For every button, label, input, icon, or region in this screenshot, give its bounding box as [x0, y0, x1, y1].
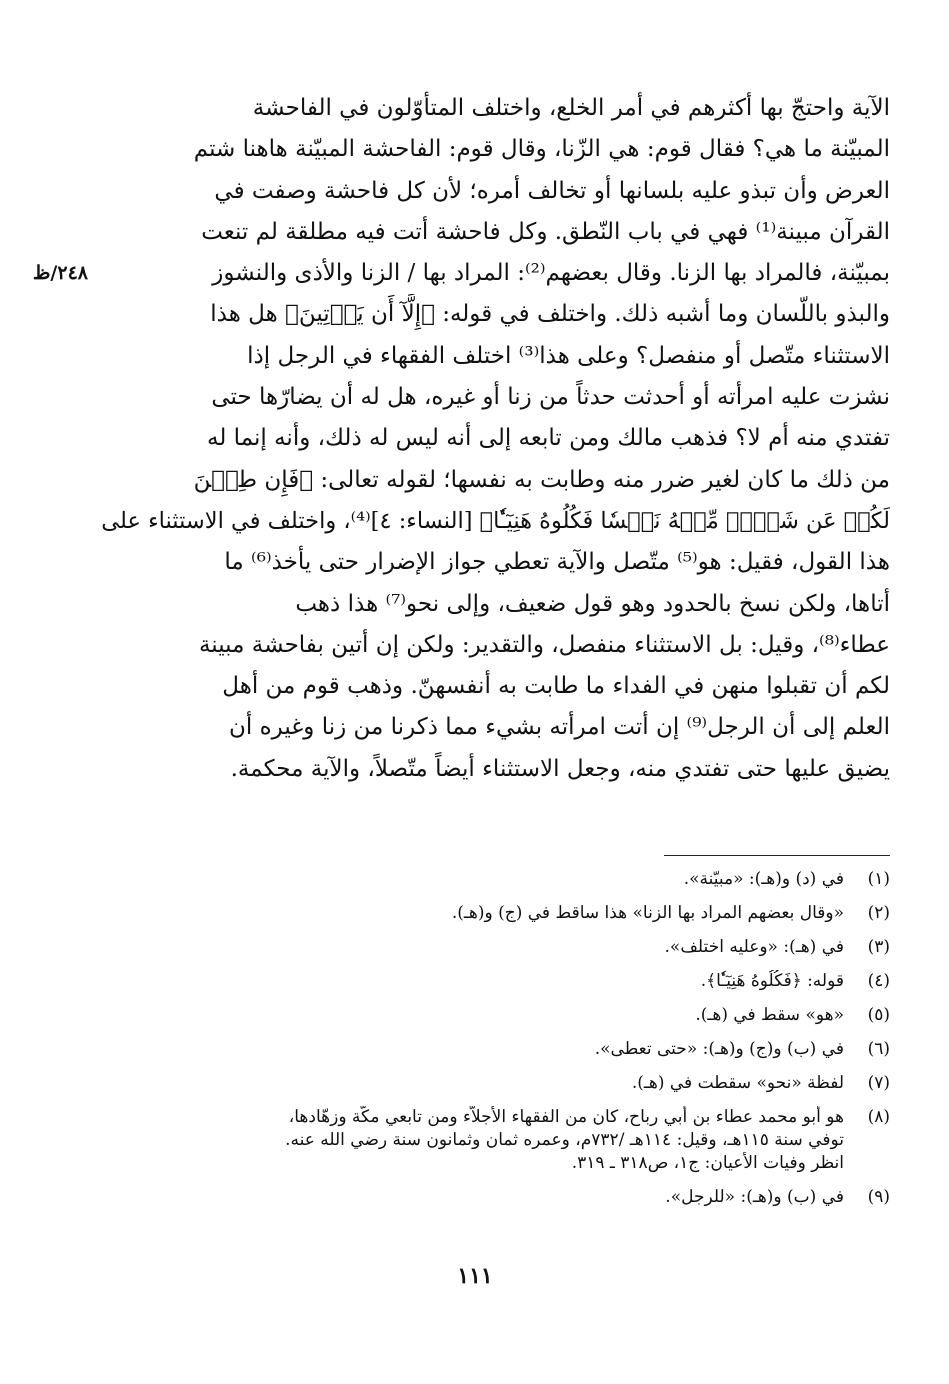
- footnote-item: [100, 1072, 890, 1095]
- main-text-line: أتاها، ولكن نسخ بالحدود وهو قول ضعيف، وإلى نحو⁽⁷⁾ هذا ذهب: [295, 590, 890, 617]
- footnote-line: انظر وفيات الأعيان: ج١، ص٣١٨ ـ ٣١٩.: [571, 1153, 844, 1173]
- footnote-number: (١): [867, 869, 890, 889]
- footnote-text: [100, 1004, 844, 1027]
- main-text-line: من ذلك ما كان لغير ضرر منه وطابت به نفسها؛ لقوله تعالى: ﴿فَإِن طِبۡنَ: [193, 466, 890, 493]
- footnote-number: (٣): [867, 937, 890, 957]
- main-text-line: العرض وأن تبذو عليه بلسانها أو تخالف أمره؛ لأن كل فاحشة وصفت في: [214, 177, 890, 204]
- footnote-item: [100, 1038, 890, 1061]
- footnote-item: [100, 936, 890, 959]
- footnote-text: [100, 936, 844, 959]
- page-number: ١١١: [457, 1263, 493, 1289]
- footnote-item: [100, 970, 890, 993]
- footnote-line: لفظة «نحو» سقطت في (هـ).: [631, 1073, 844, 1093]
- footnote-number: (٢): [867, 903, 890, 923]
- footnote-number: (٩): [867, 1187, 890, 1207]
- footnote-text: [100, 868, 844, 891]
- footnote-line: قوله: ﴿فَكُلُوهُ هَنِيٓـٔٗا﴾.: [700, 971, 844, 991]
- main-text-line: العلم إلى أن الرجل⁽⁹⁾ إن أتت امرأته بشيء مما ذكرنا من زنا وغيره أن: [228, 714, 890, 741]
- main-text-line: بمبيّنة، فالمراد بها الزنا. وقال بعضهم⁽²⁾: المراد بها / الزنا والأذى والنشوز: [212, 260, 890, 287]
- main-text-line: نشزت عليه امرأته أو أحدثت حدثاً من زنا أو غيره، هل له أن يضارّها حتى: [211, 384, 890, 411]
- footnotes-section: [100, 868, 890, 1220]
- footnote-line: توفي سنة ١١٥هـ، وقيل: ١١٤هـ /٧٣٢م، وعمره ثمان وثمانون سنة رضي الله عنه.: [285, 1130, 844, 1150]
- footnote-item: [100, 1186, 890, 1209]
- main-text-line: القرآن مبينة⁽¹⁾ فهي في باب النّطق. وكل فاحشة أتت فيه مطلقة لم تنعت: [201, 218, 890, 245]
- footnote-item: [100, 1004, 890, 1027]
- footnote-item: [100, 902, 890, 925]
- footnote-line: «وقال بعضهم المراد بها الزنا» هذا ساقط في (ج) و(هـ).: [451, 903, 844, 923]
- footnote-number: (٨): [867, 1107, 890, 1127]
- footnote-text: [100, 1106, 844, 1175]
- footnote-line: في (هـ): «وعليه اختلف».: [664, 937, 844, 957]
- main-text-body: [100, 88, 890, 790]
- main-text-line: هذا القول، فقيل: هو⁽⁵⁾ متّصل والآية تعطي جواز الإضرار حتى يأخذ⁽⁶⁾ ما: [224, 549, 890, 576]
- main-text-line: الآية واحتجّ بها أكثرهم في أمر الخلع، واختلف المتأوّلون في الفاحشة: [252, 95, 890, 121]
- footnote-text: [100, 1038, 844, 1061]
- footnote-text: [100, 970, 844, 993]
- main-text-line: عطاء⁽⁸⁾، وقيل: بل الاستثناء منفصل، والتقدير: ولكن إن أتين بفاحشة مبينة: [198, 631, 890, 658]
- footnote-line: في (ب) و(هـ): «للرجل».: [665, 1187, 844, 1207]
- main-text-line: والبذو باللّسان وما أشبه ذلك. واختلف في قوله: ﴿إِلَّآ أَن يَأۡتِينَ﴾ هل هذا: [210, 301, 890, 328]
- main-text-line: المبيّنة ما هي؟ فقال قوم: هي الزّنا، وقال قوم: الفاحشة المبيّنة هاهنا شتم: [193, 136, 890, 163]
- footnote-line: في (ب) و(ج) و(هـ): «حتى تعطى».: [594, 1039, 844, 1059]
- footnote-number: (٤): [867, 971, 890, 991]
- main-text-line: الاستثناء متّصل أو منفصل؟ وعلى هذا⁽³⁾ اختلف الفقهاء في الرجل إذا: [247, 342, 890, 369]
- footnote-text: [100, 1072, 844, 1095]
- main-text-line: لَكُمۡ عَن شَيۡءٖ مِّنۡهُ نَفۡسٗا فَكُلُوهُ هَنِيٓـٔٗا﴾ [النساء: ٤]⁽⁴⁾، واختلف في الاستثناء على: [101, 507, 890, 534]
- main-text-line: تفتدي منه أم لا؟ فذهب مالك ومن تابعه إلى أنه ليس له ذلك، وأنه إنما له: [207, 425, 890, 452]
- footnote-text: [100, 1186, 844, 1209]
- main-text-line: لكم أن تقبلوا منهن في الفداء ما طابت به أنفسهنّ. وذهب قوم من أهل: [222, 673, 890, 700]
- footnote-line: هو أبو محمد عطاء بن أبي رباح، كان من الفقهاء الأجلاّء ومن تابعي مكّة وزهّادها،: [288, 1107, 844, 1127]
- main-text-line: يضيق عليها حتى تفتدي منه، وجعل الاستثناء أيضاً متّصلاً، والآية محكمة.: [230, 755, 890, 782]
- footnote-item: [100, 1106, 890, 1175]
- footnote-line: «هو» سقط في (هـ).: [695, 1005, 844, 1025]
- footnote-separator: [664, 855, 890, 856]
- footnote-number: (٦): [867, 1039, 890, 1059]
- footnote-item: [100, 868, 890, 891]
- footnote-text: [100, 902, 844, 925]
- footnote-line: في (د) و(هـ): «مبيّنة».: [683, 869, 844, 889]
- footnote-number: (٥): [867, 1005, 890, 1025]
- footnote-number: (٧): [867, 1073, 890, 1093]
- manuscript-folio-marker: ٢٤٨/ظ: [32, 262, 88, 284]
